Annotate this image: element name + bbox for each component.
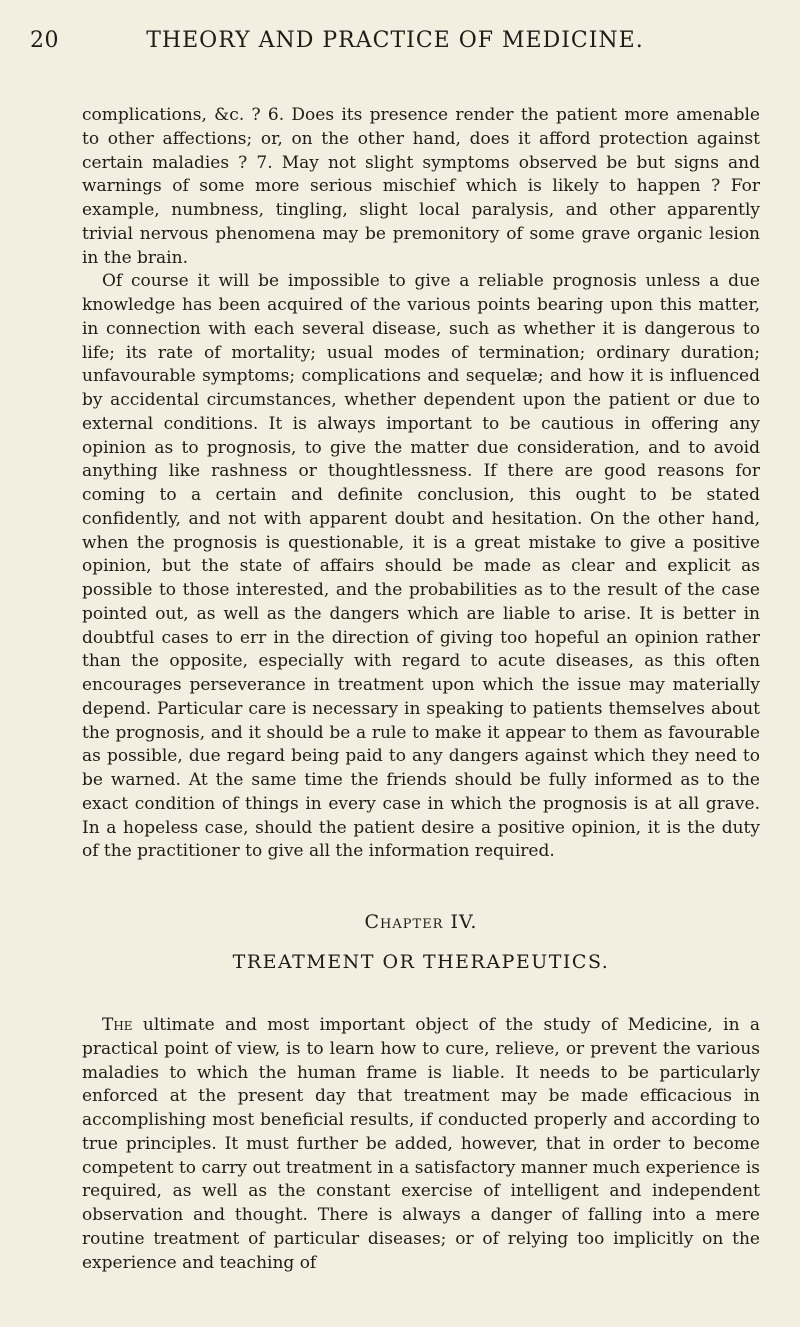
chapter-text: ultimate and most important object of the study of Medicine, in a practical point of view, is to learn how to cure, relieve, or prevent the various maladies to which the human frame is liable. It needs to be particularly enforced at the present day that treatment may be made efficacious in accomplishing most beneficial results, if conducted properly and according to true principles. It must further be added, however, that in order to become competent to carry out treatment in a satisfactory manner much experience is required, as well as the constant exercise of intelligent and independent observation and thought. There is always a danger of falling into a mere routine treatment of particular diseases; or of relying too implicitly on the experience and teaching of: [82, 1015, 760, 1273]
paragraph: Of course it will be impossible to give a reliable prognosis unless a due knowledge has been acquired of the various points bearing upon this matter, in connection with each several disease, such as whether it is dangerous to life; its rate of mortality; usual modes of termination; ordinary duration; unfavourable symptoms; complications and sequelæ; and how it is influenced by accidental circumstances, whether dependent upon the patient or due to external conditions. It is always important to be cautious in offering any opinion as to prognosis, to give the matter due consideration, and to avoid anything like rashness or thoughtlessness. If there are good reasons for coming to a certain and definite conclusion, this ought to be stated confidently, and not with apparent doubt and hesitation. On the other hand, when the prognosis is questionable, it is a great mistake to give a positive opinion, but the state of affairs should be made as clear and explicit as possible to those interested, and the probabilities as to the result of the case pointed out, as well as the dangers which are liable to arise. It is better in doubtful cases to err in the direction of giving too hopeful an opinion rather than the opposite, especially with regard to acute diseases, as this often encourages perseverance in treatment upon which the issue may materially depend. Particular care is necessary in speaking to patients themselves about the prognosis, and it should be a rule to make it appear to them as favourable as possible, due regard being paid to any dangers against which they need to be warned. At the same time the friends should be fully informed as to the exact condition of things in every case in which the prognosis is at all grave. In a hopeless case, should the patient desire a positive opinion, it is the duty of the practitioner to give all the information required.: [82, 271, 760, 862]
chapter-title: TREATMENT OR THERAPEUTICS.: [232, 951, 610, 973]
running-head: THEORY AND PRACTICE OF MEDICINE.: [146, 28, 644, 53]
chapter-body: [82, 1014, 760, 1275]
paragraph: complications, &c. ? 6. Does its presence render the patient more amenable to other affections; or, on the other hand, does it afford protection against certain maladies ? 7. May not slight symptoms observed be but signs and warnings of some more serious mischief which is likely to happen ? For example, numbness, tingling, slight local paralysis, and other apparently trivial nervous phenomena may be premonitory of some grave organic lesion in the brain.: [82, 105, 760, 268]
chapter-paragraph: [82, 1014, 760, 1275]
lead-word: The: [102, 1015, 133, 1035]
main-text: [82, 104, 760, 864]
chapter-label: Chapter IV.: [364, 911, 478, 933]
page-number: 20: [30, 28, 59, 53]
page-header: [30, 28, 760, 68]
